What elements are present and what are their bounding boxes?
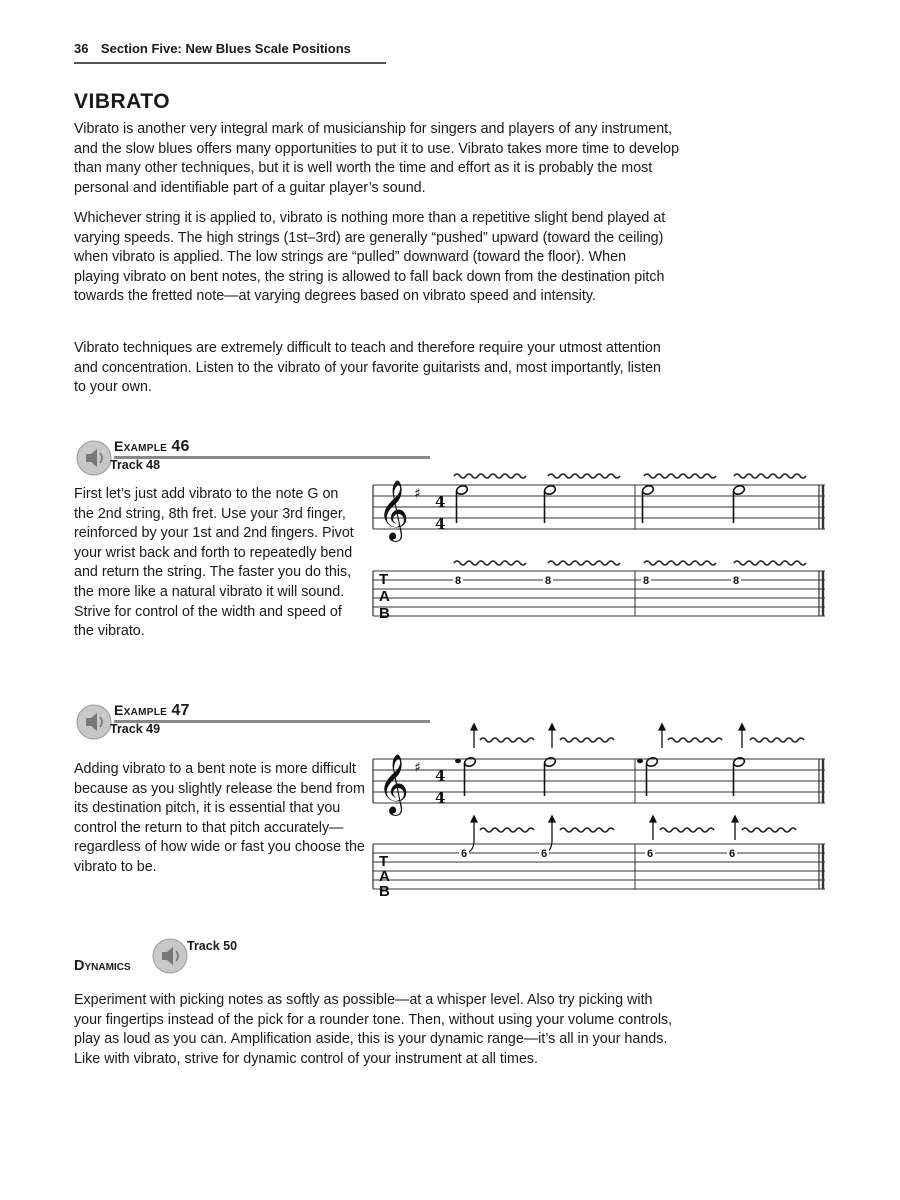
vibrato-marks-tab bbox=[480, 828, 796, 832]
tab-letter-b: B bbox=[379, 883, 390, 898]
time-signature-top: 4 bbox=[435, 493, 446, 511]
time-signature-bottom: 4 bbox=[435, 515, 446, 533]
example-word: Example bbox=[114, 702, 168, 718]
example-46-text: First let’s just add vibrato to the note G on the 2nd string, 8th fret. Use your 3rd finger, reinforced by your 1st and 2nd fingers. Pivot your wrist back and forth to repeatedly bend and return the string. The faster you do this, the more like a natural vibrato it will sound. Strive for control of the width and speed of the vibrato. bbox=[74, 486, 354, 640]
audio-speaker-icon[interactable] bbox=[74, 438, 114, 478]
tab-fret: 8 bbox=[545, 575, 552, 587]
tab-fret: 6 bbox=[729, 848, 736, 860]
audio-speaker-icon[interactable] bbox=[74, 702, 114, 742]
time-signature-top: 4 bbox=[435, 767, 446, 785]
example-46-notation bbox=[370, 465, 826, 625]
tab-fret: 8 bbox=[733, 575, 740, 587]
example-47-text: Adding vibrato to a bent note is more difficult because as you slightly release the bend from its destination pitch, it is essential that you control the return to that pitch accurately—regardless of how wide or fast you choose the vibrato to be. bbox=[74, 761, 365, 875]
tab-letter-a: A bbox=[379, 868, 390, 885]
tab-fret: 8 bbox=[643, 575, 650, 587]
key-signature-sharp: ♯ bbox=[414, 760, 421, 776]
vibrato-marks-staff bbox=[454, 474, 806, 478]
audio-speaker-icon[interactable] bbox=[150, 936, 190, 976]
half-notes bbox=[463, 756, 745, 796]
dynamics-heading: Dynamics bbox=[74, 958, 131, 974]
vibrato-heading: VIBRATO bbox=[74, 90, 171, 113]
treble-clef-icon: 𝄞 bbox=[378, 480, 409, 540]
tab-fret: 6 bbox=[541, 848, 548, 860]
key-signature-sharp: ♯ bbox=[414, 486, 421, 502]
example-word: Example bbox=[114, 438, 168, 454]
tab-letter-t: T bbox=[379, 571, 389, 588]
example-label bbox=[114, 702, 190, 720]
tab-fret: 8 bbox=[455, 575, 462, 587]
tab-staff bbox=[373, 844, 825, 889]
section-title: Section Five: New Blues Scale Positions bbox=[100, 41, 351, 56]
vibrato-paragraph-1: Vibrato is another very integral mark of musicianship for singers and players of any instrument, and the slow blues offers many opportunities to put it to use. Vibrato takes more time to develop than many other techniques, but it is well worth the time and effort as it is probably the most personal and identifiable part of a guitar player’s sound. bbox=[74, 121, 680, 196]
vibrato-paragraph-2: Whichever string it is applied to, vibrato is nothing more than a repetitive slight bend played at varying speeds. The high strings (1st–3rd) are generally “pushed” upward (toward the ceiling) when vibrato is applied. The low strings are “pulled” downward (toward the floor). When playing vibrato on bent notes, the string is allowed to fall back down from the destination pitch towards the fretted note—at varying degrees based on vibrato speed and intensity. bbox=[74, 210, 666, 305]
tab-letter-b: B bbox=[379, 605, 390, 622]
vibrato-marks-tab bbox=[454, 561, 806, 565]
tab-fret: 6 bbox=[461, 848, 468, 860]
example-rule bbox=[114, 456, 430, 459]
example-47-notation bbox=[370, 722, 826, 898]
example-number: 46 bbox=[171, 438, 190, 455]
running-header bbox=[74, 40, 386, 64]
example-number: 47 bbox=[171, 702, 190, 719]
tab-letter-t: T bbox=[379, 853, 389, 870]
page-number: 36 bbox=[74, 41, 89, 56]
example-label bbox=[114, 438, 190, 456]
dynamics-track-label: Track 50 bbox=[187, 939, 238, 953]
vibrato-paragraph-3: Vibrato techniques are extremely difficult to teach and therefore require your utmost attention and concentration. Listen to the vibrato of your favorite guitarists and, most importantly, listen to your own. bbox=[74, 340, 662, 396]
vibrato-marks-staff bbox=[480, 738, 804, 742]
tab-letter-a: A bbox=[379, 588, 390, 605]
time-signature-bottom: 4 bbox=[435, 789, 446, 807]
treble-clef-icon: 𝄞 bbox=[378, 754, 409, 814]
track-label: Track 49 bbox=[110, 722, 161, 736]
tab-staff bbox=[373, 571, 825, 616]
dynamics-paragraph: Experiment with picking notes as softly as possible—at a whisper level. Also try picking with your fingertips instead of the pick for a rounder tone. Then, without using your volume controls, play as loud as you can. Amplification aside, this is your dynamic range—it’s all in your hands. Like with vibrato, strive for dynamic control of your instrument at all times. bbox=[74, 992, 673, 1067]
tab-fret: 6 bbox=[647, 848, 654, 860]
bend-arrows-staff bbox=[471, 724, 745, 748]
half-notes bbox=[455, 484, 745, 523]
track-label: Track 48 bbox=[110, 458, 161, 472]
